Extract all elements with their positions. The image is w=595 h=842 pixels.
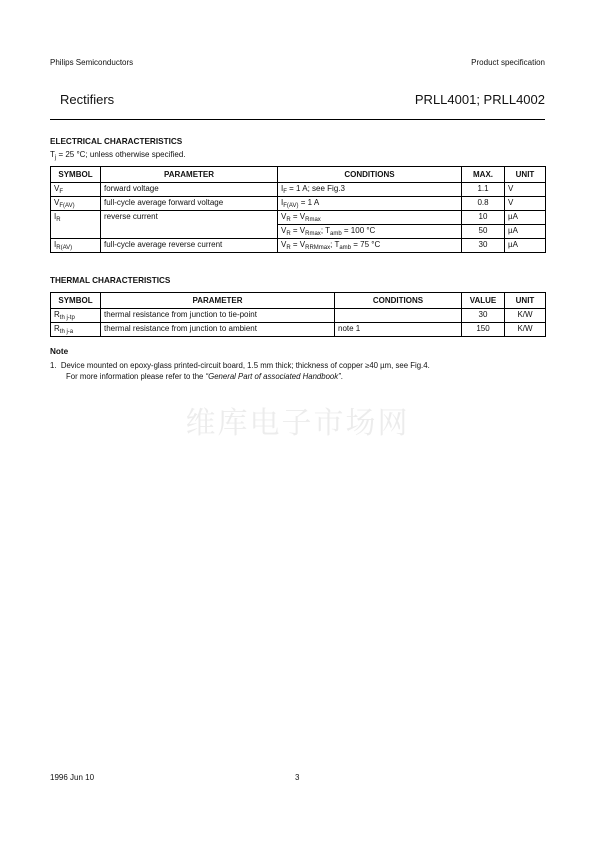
watermark-text: 维库电子市场网 — [185, 406, 410, 441]
table-header-row — [51, 167, 546, 183]
value-cell: 150 — [462, 323, 505, 337]
unit-cell: µA — [505, 225, 546, 239]
column-header: UNIT — [505, 167, 546, 183]
column-header: PARAMETER — [101, 167, 278, 183]
symbol-cell: $V_F$ — [51, 183, 101, 197]
symbol-cell: $I_R$ — [51, 211, 101, 239]
table-row — [51, 183, 546, 197]
value-cell: 30 — [462, 309, 505, 323]
unit-cell: V — [505, 197, 546, 211]
conditions-cell — [335, 309, 462, 323]
parameter-cell: thermal resistance from junction to ambient — [101, 323, 335, 337]
product-category: Rectifiers — [60, 92, 115, 107]
column-header: CONDITIONS — [278, 167, 462, 183]
unit-cell: V — [505, 183, 546, 197]
unit-cell: µA — [505, 211, 546, 225]
table-header-row — [51, 293, 546, 309]
conditions-cell: note 1 — [335, 323, 462, 337]
part-numbers: PRLL4001; PRLL4002 — [414, 92, 545, 107]
symbol-cell: $I_{R(AV)}$ — [51, 239, 101, 253]
thermal-section-title: THERMAL CHARACTERISTICS — [50, 276, 171, 285]
parameter-cell: thermal resistance from junction to tie-point — [101, 309, 335, 323]
electrical-section-title: ELECTRICAL CHARACTERISTICS — [50, 137, 183, 146]
unit-cell: µA — [505, 239, 546, 253]
table-row — [51, 309, 546, 323]
max-cell: 50 — [462, 225, 505, 239]
conditions-cell: $V_R = V_{Rmax}$; $T_{amb} = 100$ °C — [278, 225, 462, 239]
column-header: SYMBOL — [51, 293, 101, 309]
conditions-cell: $I_{F(AV)} = 1$ A — [278, 197, 462, 211]
column-header: CONDITIONS — [335, 293, 462, 309]
column-header: UNIT — [505, 293, 546, 309]
header-rule — [50, 119, 545, 120]
note-line-1: 1. Device mounted on epoxy-glass printed-circuit board, 1.5 mm thick; thickness of copper ≥40 µm, see Fig.4. — [50, 361, 430, 370]
footer-date: 1996 Jun 10 — [50, 773, 95, 782]
max-cell: 1.1 — [462, 183, 505, 197]
electrical-table — [50, 166, 546, 253]
parameter-cell: full-cycle average reverse current — [101, 239, 278, 253]
document-type: Product specification — [471, 58, 545, 67]
parameter-cell: forward voltage — [101, 183, 278, 197]
parameter-cell: full-cycle average forward voltage — [101, 197, 278, 211]
company-name: Philips Semiconductors — [50, 58, 134, 67]
parameter-cell: reverse current — [101, 211, 278, 239]
column-header: PARAMETER — [101, 293, 335, 309]
note-line-2-suffix: . — [340, 372, 343, 381]
symbol-cell: $V_{F(AV)}$ — [51, 197, 101, 211]
symbol-cell: $R_{th j-tp}$ — [51, 309, 101, 323]
handbook-reference: “General Part of associated Handbook” — [205, 372, 341, 381]
symbol-cell: $R_{th j-a}$ — [51, 323, 101, 337]
column-header: MAX. — [462, 167, 505, 183]
table-row — [51, 197, 546, 211]
conditions-cell: $V_R = V_{RRMmax}$; $T_{amb} = 75$ °C — [278, 239, 462, 253]
thermal-table — [50, 292, 546, 337]
column-header: SYMBOL — [51, 167, 101, 183]
max-cell: 30 — [462, 239, 505, 253]
unit-cell: K/W — [505, 323, 546, 337]
note-line-2-prefix: For more information please refer to the — [66, 372, 206, 381]
page-number: 3 — [295, 773, 300, 782]
table-row — [51, 323, 546, 337]
unit-cell: K/W — [505, 309, 546, 323]
conditions-cell: $V_R = V_{Rmax}$ — [278, 211, 462, 225]
note-line-2 — [66, 372, 343, 381]
max-cell: 0.8 — [462, 197, 505, 211]
column-header: VALUE — [462, 293, 505, 309]
electrical-condition: $T_j = 25$ °C; unless otherwise specified. — [50, 150, 186, 161]
note-title: Note — [50, 347, 69, 356]
table-row — [51, 211, 546, 225]
max-cell: 10 — [462, 211, 505, 225]
table-row — [51, 239, 546, 253]
conditions-cell: $I_F = 1$ A; see Fig.3 — [278, 183, 462, 197]
